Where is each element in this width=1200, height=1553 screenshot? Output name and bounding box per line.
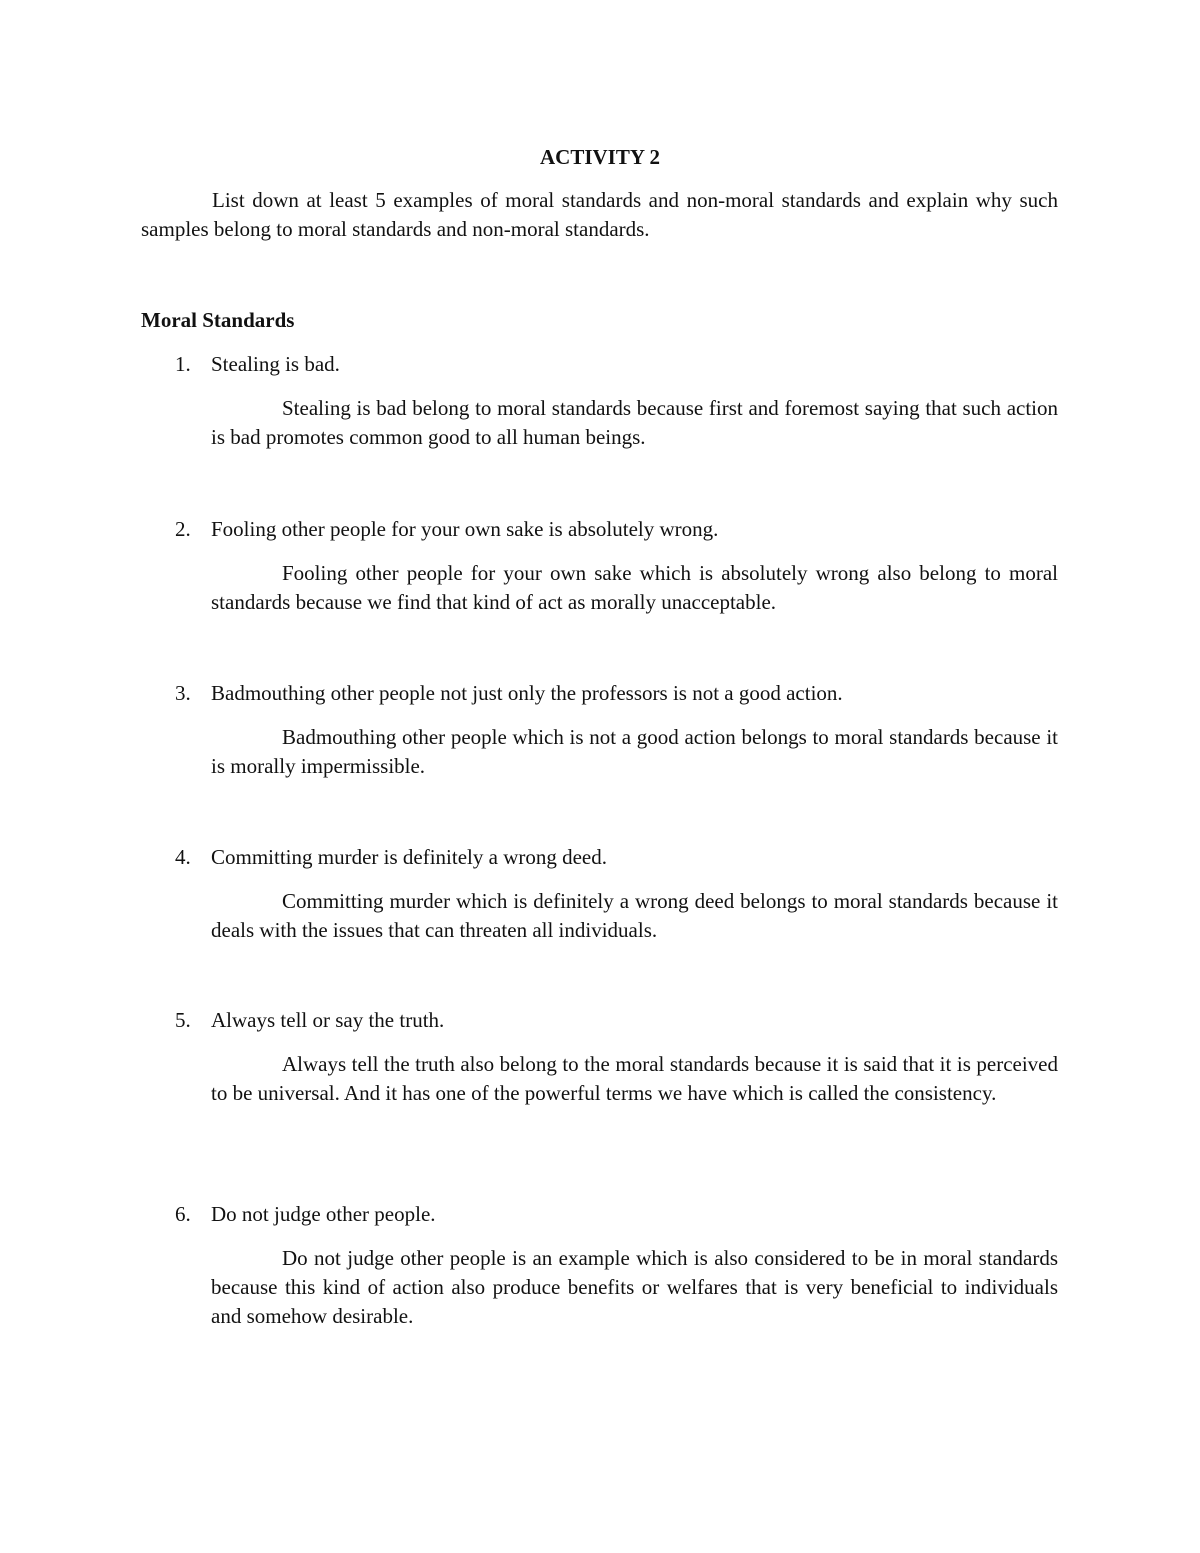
list-item-number: 5. (175, 1008, 191, 1032)
list-item-explanation: Committing murder which is definitely a wrong deed belongs to moral standards because it deals with the issues that can threaten all individuals. (211, 889, 1058, 942)
list-item-number: 1. (175, 352, 191, 376)
list-item-explanation: Do not judge other people is an example which is also considered to be in moral standards because this kind of action also produce benefits or welfares that is very beneficial to individuals and somehow desirable. (211, 1246, 1058, 1328)
list-item-explanation: Always tell the truth also belong to the moral standards because it is said that it is perceived to be universal. And it has one of the powerful terms we have which is called the consistency. (211, 1052, 1058, 1105)
document-title: ACTIVITY 2 (540, 145, 660, 169)
list-item-2 (141, 515, 1058, 617)
list-item-statement: Fooling other people for your own sake is absolutely wrong. (211, 517, 719, 541)
list-item-explanation: Stealing is bad belong to moral standards because first and foremost saying that such action is bad promotes common good to all human beings. (211, 396, 1058, 449)
section-heading-moral-standards: Moral Standards (141, 308, 295, 332)
intro-paragraph: List down at least 5 examples of moral standards and non-moral standards and explain why such samples belong to moral standards and non-moral standards. (141, 188, 1058, 241)
list-item-statement: Stealing is bad. (211, 352, 340, 376)
list-item-number: 4. (175, 845, 191, 869)
list-item-4 (141, 843, 1058, 945)
list-item-statement: Do not judge other people. (211, 1202, 436, 1226)
list-item-5 (141, 1006, 1058, 1108)
list-item-explanation: Badmouthing other people which is not a good action belongs to moral standards because it is morally impermissible. (211, 725, 1058, 778)
list-item-number: 6. (175, 1202, 191, 1226)
list-item-explanation: Fooling other people for your own sake which is absolutely wrong also belong to moral standards because we find that kind of act as morally unacceptable. (211, 561, 1058, 614)
list-item-statement: Badmouthing other people not just only the professors is not a good action. (211, 681, 843, 705)
list-item-number: 3. (175, 681, 191, 705)
list-item-6 (141, 1200, 1058, 1331)
list-item-statement: Always tell or say the truth. (211, 1008, 445, 1032)
list-item-3 (141, 679, 1058, 781)
list-item-1 (141, 350, 1058, 452)
list-item-statement: Committing murder is definitely a wrong deed. (211, 845, 608, 869)
list-item-number: 2. (175, 517, 191, 541)
